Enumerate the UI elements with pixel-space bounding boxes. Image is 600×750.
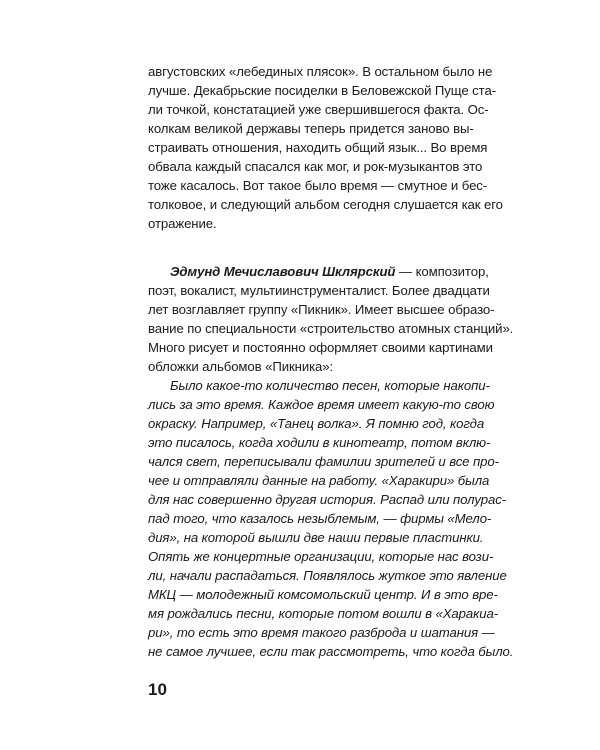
page-number: 10 bbox=[148, 680, 167, 699]
text-line: лет возглавляет группу «Пикник». Имеет высшее образо- bbox=[148, 302, 495, 317]
quote-line: это писалось, когда ходили в кинотеатр, потом вклю- bbox=[148, 435, 491, 450]
quote-line: пад того, что казалось незыблемым, — фирмы «Мело- bbox=[148, 511, 492, 526]
text-line: вание по специальности «строительство атомных станций». bbox=[148, 321, 514, 336]
text-line: поэт, вокалист, мультиинструменталист. Более двадцати bbox=[148, 283, 490, 298]
quote-line: чее и отправляли данные на работу. «Харакири» была bbox=[148, 473, 490, 488]
quote-line: для нас совершенно другая история. Распад или полурас- bbox=[148, 492, 507, 507]
quote-line: ри», то есть это время такого разброда и шатания — bbox=[148, 625, 495, 640]
quote-line: ли, начали распадаться. Появлялось жуткое это явление bbox=[148, 568, 507, 583]
quote-line: МКЦ — молодежный комсомольский центр. И в это вре- bbox=[148, 587, 498, 602]
text-line: обвала каждый спасался как мог, и рок-музыкантов это bbox=[148, 159, 483, 174]
text-line: Много рисует и постоянно оформляет своими картинами bbox=[148, 340, 493, 355]
text-line: обложки альбомов «Пикника»: bbox=[148, 359, 334, 374]
quote-line: чался свет, переписывали фамилии зрителей и все про- bbox=[148, 454, 499, 469]
quote-line: дия», на которой вышли две наши первые пластинки. bbox=[148, 530, 484, 545]
quote-line: Опять же концертные организации, которые нас вози- bbox=[148, 549, 494, 564]
bio-first-line bbox=[148, 262, 489, 281]
quote-line: окраску. Например, «Танец волка». Я помню год, когда bbox=[148, 416, 485, 431]
text-line: толковое, и следующий альбом сегодня слушается как его bbox=[148, 197, 503, 212]
author-name: Эдмунд Мечиславович Шклярский bbox=[170, 264, 396, 279]
quote-line: мя рождались песни, которые потом вошли в «Харакиа- bbox=[148, 606, 499, 621]
text-line: колкам великой державы теперь придется заново вы- bbox=[148, 121, 474, 136]
bio-first-line-rest: — композитор, bbox=[395, 264, 489, 279]
text-line: страивать отношения, находить общий язык... Во время bbox=[148, 140, 488, 155]
text-line: отражение. bbox=[148, 216, 217, 231]
text-line: августовских «лебединых плясок». В остальном было не bbox=[148, 64, 493, 79]
quote-line: не самое лучшее, если так рассмотреть, что когда было. bbox=[148, 644, 514, 659]
text-line: ли точкой, констатацией уже свершившегося факта. Ос- bbox=[148, 102, 489, 117]
text-line: лучше. Декабрьские посиделки в Беловежской Пуще ста- bbox=[148, 83, 496, 98]
text-line: тоже касалось. Вот такое было время — смутное и бес- bbox=[148, 178, 488, 193]
quote-line: лись за это время. Каждое время имеет какую-то свою bbox=[148, 397, 495, 412]
quote-line: Было какое-то количество песен, которые накопи- bbox=[170, 378, 490, 393]
